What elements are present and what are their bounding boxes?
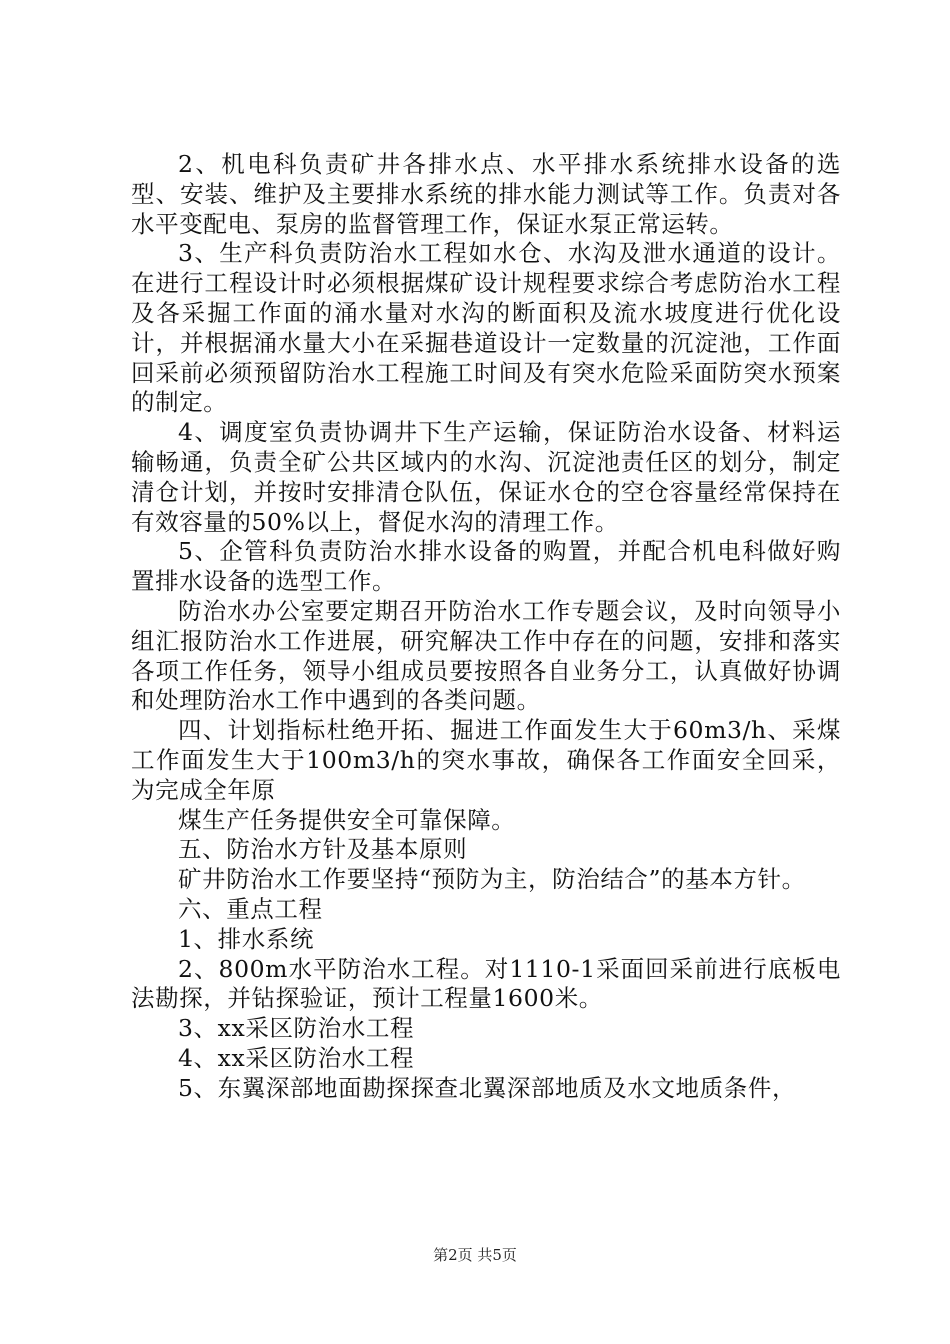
paragraph-dept-production: 3、生产科负责防治水工程如水仓、水沟及泄水通道的设计。在进行工程设计时必须根据煤矿设计规程要求综合考虑防治水工程及各采掘工作面的涌水量对水沟的断面积及流水坡度进行优化设计，并根据涌水量大小在采掘巷道设计一定数量的沉淀池，工作面回采前必须预留防治水工程施工时间及有突水危险采面防突水预案的制定。: [131, 239, 841, 417]
paragraph-dept-electromechanical: 2、机电科负责矿井各排水点、水平排水系统排水设备的选型、安装、维护及主要排水系统的排水能力测试等工作。负责对各水平变配电、泵房的监督管理工作，保证水泵正常运转。: [131, 150, 841, 238]
section-heading-key-projects: 六、重点工程: [178, 894, 323, 923]
paragraph-policy: 矿井防治水工作要坚持“预防为主，防治结合”的基本方针。: [178, 865, 806, 894]
list-item-mining-area-1: 3、xx采区防治水工程: [178, 1014, 415, 1043]
document-body: [131, 150, 841, 1104]
paragraph-water-office: 防治水办公室要定期召开防治水工作专题会议，及时向领导小组汇报防治水工作进展，研究解决工作中存在的问题，安排和落实各项工作任务，领导小组成员要按照各自业务分工，认真做好协调和处理防治水工作中遇到的各类问题。: [131, 596, 841, 715]
page-footer: 第2页 共5页: [433, 1246, 517, 1264]
list-item-drainage: 1、排水系统: [178, 924, 315, 953]
paragraph-dept-dispatch: 4、调度室负责协调井下生产运输，保证防治水设备、材料运输畅通，负责全矿公共区域内的水沟、沉淀池责任区的划分，制定清仓计划，并按时安排清仓队伍，保证水仓的空仓容量经常保持在有效容量的50%以上，督促水沟的清理工作。: [131, 418, 841, 536]
list-item-east-wing: 5、东翼深部地面勘探探查北翼深部地质及水文地质条件，: [178, 1073, 797, 1102]
section-heading-policy: 五、防治水方针及基本原则: [178, 835, 468, 864]
paragraph-plan-targets: 四、计划指标杜绝开拓、掘进工作面发生大于60m3/h、采煤工作面发生大于100m3/h的突水事故，确保各工作面安全回采，为完成全年原: [131, 716, 841, 804]
paragraph-plan-targets-continued: 煤生产任务提供安全可靠保障。: [178, 805, 516, 834]
paragraph-dept-enterprise: 5、企管科负责防治水排水设备的购置，并配合机电科做好购置排水设备的选型工作。: [131, 537, 841, 596]
list-item-mining-area-2: 4、xx采区防治水工程: [178, 1043, 415, 1072]
list-item-800m-level: 2、800m水平防治水工程。对1110-1采面回采前进行底板电法勘探，并钻探验证，预计工程量1600米。: [131, 954, 841, 1013]
